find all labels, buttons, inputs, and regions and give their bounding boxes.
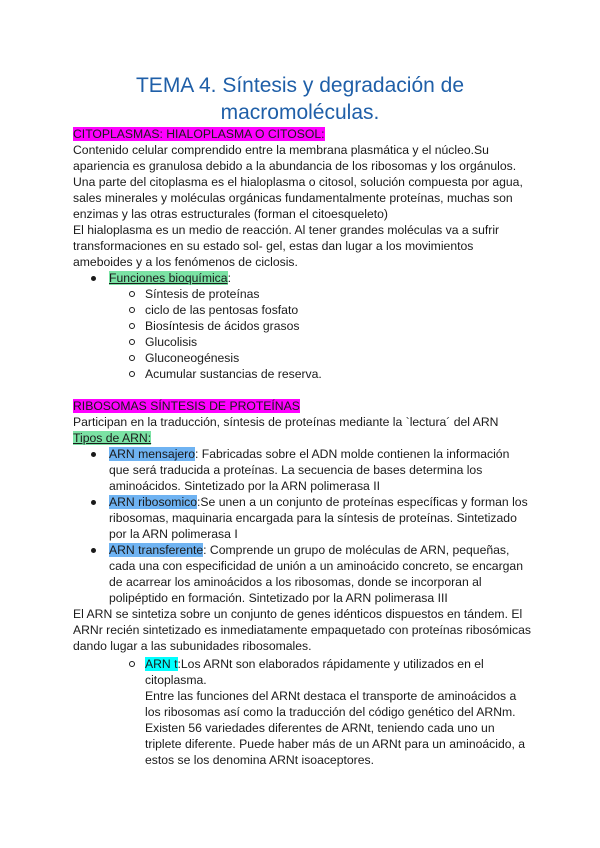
paragraph-line: El hialoplasma es un medio de reacción. Al tener grandes moléculas va a sufrir xyxy=(73,223,500,237)
arn-t-label: ARN t xyxy=(145,657,178,671)
list-item-text: Síntesis de proteínas xyxy=(145,287,260,301)
circle-bullet-icon xyxy=(129,339,135,345)
list-item-text: Acumular sustancias de reserva. xyxy=(145,367,322,381)
section-ribosomas xyxy=(73,398,533,446)
ribosomas-heading: RIBOSOMAS SÍNTESIS DE PROTEÍNAS xyxy=(73,399,300,413)
title-line-2: macromoléculas. xyxy=(220,101,380,124)
item-text: aminoácidos. Sintetizado por la ARN polimerasa II xyxy=(109,479,380,493)
list-item-text: Glucolisis xyxy=(145,335,198,349)
list-item xyxy=(145,302,600,318)
types-label: Tipos de ARN: xyxy=(73,431,152,445)
item-text: :Los ARNt son elaborados rápidamente y utilizados en el xyxy=(177,657,484,671)
citoplasma-heading: CITOPLASMAS: HIALOPLASMA O CITOSOL: xyxy=(73,127,325,141)
section-heading xyxy=(73,126,533,142)
bullet-icon xyxy=(91,452,96,457)
item-text: Existen 56 variedades diferentes de ARNt, teniendo cada uno un xyxy=(145,721,495,735)
paragraph-line: ameboides y a los fenómenos de ciclosis. xyxy=(73,255,298,269)
circle-bullet-icon xyxy=(129,355,135,361)
item-text: Entre las funciones del ARNt destaca el transporte de aminoácidos a xyxy=(145,689,517,703)
paragraph-line: sales minerales y moléculas orgánicas fundamentalmente proteínas, muchas son xyxy=(73,191,513,205)
paragraph-line: El ARN se sintetiza sobre un conjunto de genes idénticos dispuestos en tándem. El xyxy=(73,607,523,621)
item-text: que será traducida a proteínas. La secuencia de bases determina los xyxy=(109,463,483,477)
paragraph-line: enzimas y las otras estructurales (forman el citoesqueleto) xyxy=(73,207,388,221)
arn-paragraph xyxy=(73,606,533,654)
list-item xyxy=(145,350,600,366)
item-text: : Comprende un grupo de moléculas de ARN, pequeñas, xyxy=(203,543,510,557)
item-text: :Se unen a un conjunto de proteínas específicas y forman los xyxy=(197,495,528,509)
list-item xyxy=(145,318,600,334)
paragraph-line: Participan en la traducción, síntesis de proteínas mediante la `lectura´ del ARN xyxy=(73,415,499,429)
bullet-icon xyxy=(91,548,96,553)
bullet-icon xyxy=(91,500,96,505)
functions-bullet xyxy=(109,270,569,286)
item-text: polipéptido en formación. Sintetizado por la ARN polimerasa III xyxy=(109,591,448,605)
paragraph-line: ARNr recién sintetizado es inmediatamente empaquetado con proteínas ribosómicas xyxy=(73,623,531,637)
paragraph-line: dando lugar a las subunidades ribosomales. xyxy=(73,639,312,653)
item-text: ribosomas, maquinaria encargada para la síntesis de proteínas. Sintetizado xyxy=(109,511,517,525)
section-citoplasma xyxy=(73,126,533,270)
circle-bullet-icon xyxy=(129,323,135,329)
arn-transferente-label: ARN transferente xyxy=(109,543,204,557)
list-item-text: ciclo de las pentosas fosfato xyxy=(145,303,299,317)
functions-colon: : xyxy=(227,271,231,285)
item-text: triplete diferente. Puede haber más de un ARNt para un aminoácido, a xyxy=(145,737,526,751)
item-text: : Fabricadas sobre el ADN molde contienen la información xyxy=(195,447,510,461)
arn-t-item xyxy=(145,656,600,768)
title-line-1: TEMA 4. Síntesis y degradación de xyxy=(135,74,464,97)
arn-transferente-item xyxy=(109,542,569,606)
page-title xyxy=(0,72,600,126)
item-text: cada una con especificidad de unión a un aminoácido concreto, se encargan xyxy=(109,559,523,573)
list-item xyxy=(145,286,600,302)
arn-mensajero-item xyxy=(109,446,569,494)
arn-ribosomico-label: ARN ribosomico xyxy=(109,495,198,509)
list-item-text: Biosíntesis de ácidos grasos xyxy=(145,319,300,333)
bullet-icon xyxy=(91,276,96,281)
paragraph-line: Una parte del citoplasma es el hialoplasma o citosol, solución compuesta por agua, xyxy=(73,175,523,189)
paragraph-line: Contenido celular comprendido entre la membrana plasmática y el núcleo.Su xyxy=(73,143,489,157)
circle-bullet-icon xyxy=(129,661,135,667)
item-text: por la ARN polimerasa I xyxy=(109,527,238,541)
arn-mensajero-label: ARN mensajero xyxy=(109,447,196,461)
circle-bullet-icon xyxy=(129,307,135,313)
list-item xyxy=(145,334,600,350)
circle-bullet-icon xyxy=(129,291,135,297)
item-text: estos se los denomina ARNt isoaceptores. xyxy=(145,753,374,767)
item-text: de acarrear los aminoácidos a los ribosomas, donde se incorporan al xyxy=(109,575,482,589)
functions-label: Funciones bioquímica xyxy=(109,271,228,285)
circle-bullet-icon xyxy=(129,371,135,377)
paragraph-line: transformaciones en su estado sol- gel, estas dan lugar a los movimientos xyxy=(73,239,474,253)
functions-list xyxy=(145,286,600,382)
list-item xyxy=(145,366,600,382)
item-text: citoplasma. xyxy=(145,673,207,687)
item-text: los ribosomas así como la traducción del código genético del ARNm. xyxy=(145,705,516,719)
list-item-text: Gluconeogénesis xyxy=(145,351,240,365)
arn-ribosomico-item xyxy=(109,494,569,542)
paragraph-line: apariencia es granulosa debido a la abundancia de los ribosomas y los orgánulos. xyxy=(73,159,517,173)
